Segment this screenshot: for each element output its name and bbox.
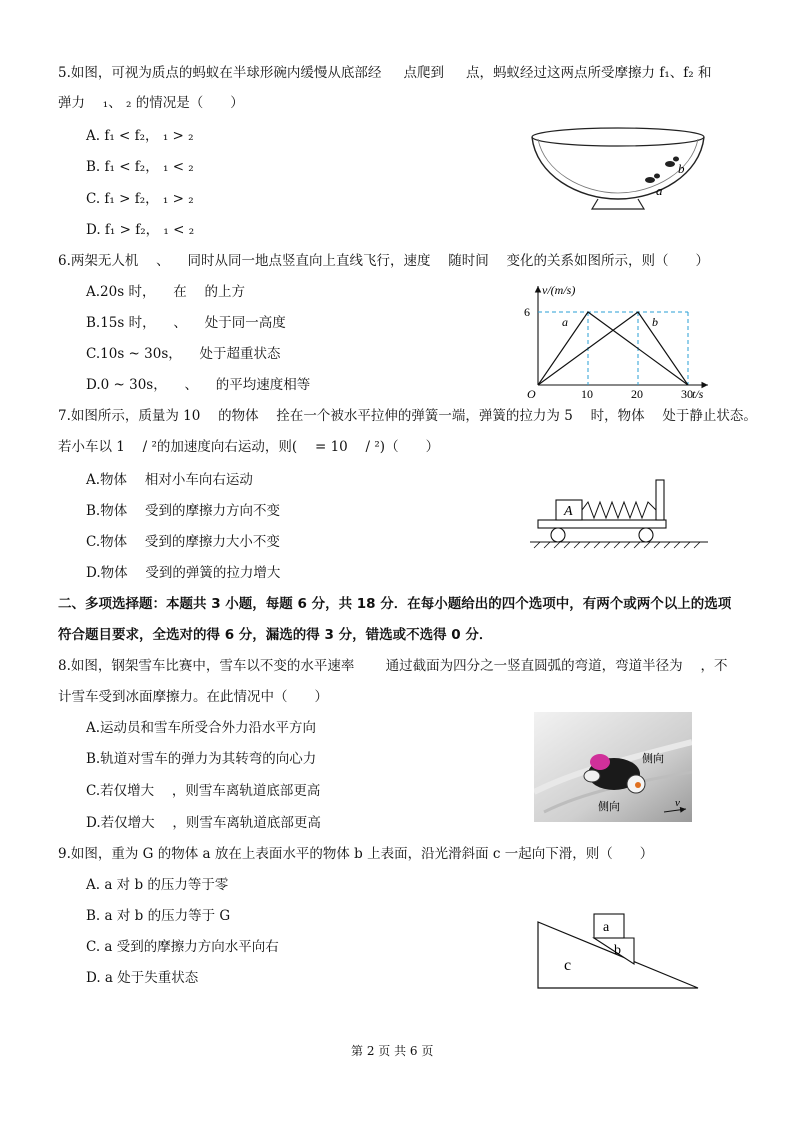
x-tick-label-30: 30 <box>681 387 693 401</box>
block-a-label: a <box>603 920 610 935</box>
q7-stem-line1: 7.如图所示，质量为 10 的物体 拴在一个被水平拉伸的弹簧一端，弹簧的拉力为 5 时，物体 处于静止状态。 <box>58 408 757 424</box>
q7-option-a: A.物体 相对小车向右运动 <box>86 472 253 488</box>
q5-option-c: C. f₁ > f₂， ₁ > ₂ <box>86 191 194 207</box>
spring <box>582 502 656 518</box>
cart-wheel-left <box>551 528 565 542</box>
x-tick-label-20: 20 <box>631 387 643 401</box>
lateral-label-top: 侧向 <box>642 753 664 765</box>
cart-spring-figure <box>528 474 710 550</box>
incline-c-label: c <box>564 957 572 974</box>
section-2-header-line1: 二、多项选择题：本题共 3 小题，每题 6 分，共 18 分．在每小题给出的四个选项中，有两个或两个以上的选项 <box>58 596 732 612</box>
page-footer: 第 2 页 共 6 页 <box>351 1044 434 1058</box>
bowl-inner <box>538 139 698 193</box>
q6-option-c: C.10s ~ 30s， 处于超重状态 <box>86 346 281 362</box>
q7-stem-line2: 若小车以 1 / ²的加速度向右运动，则( = 10 / ²)（ ） <box>58 439 440 455</box>
ground-hatch <box>534 542 700 548</box>
point-a-label: a <box>656 183 663 198</box>
block-b-label: b <box>614 943 621 958</box>
incline-figure <box>530 908 704 992</box>
y-axis-label: v/(m/s) <box>542 283 576 297</box>
cart-wall <box>656 480 664 520</box>
bowl-figure <box>528 125 708 215</box>
point-b-label: b <box>678 161 685 176</box>
q7-option-d: D.物体 受到的弹簧的拉力增大 <box>86 565 281 581</box>
skeleton-sled-photo <box>534 712 692 822</box>
q8-option-c: C.若仅增大 ，则雪车离轨道底部更高 <box>86 783 321 799</box>
q9-option-a: A. a 对 b 的压力等于零 <box>86 877 229 893</box>
bowl-rim <box>532 128 704 146</box>
q5-option-a: A. f₁ < f₂， ₁ > ₂ <box>86 128 194 144</box>
q5-option-d: D. f₁ > f₂， ₁ < ₂ <box>86 222 195 238</box>
lateral-label-bottom: 侧向 <box>598 801 620 813</box>
q8-option-b: B.轨道对雪车的弹力为其转弯的向心力 <box>86 751 317 767</box>
q6-option-b: B.15s 时， 、 处于同一高度 <box>86 315 286 331</box>
origin-label: O <box>527 387 536 401</box>
series-label-a: a <box>562 315 568 329</box>
section-2-header-line2: 符合题目要求，全选对的得 6 分，漏选的得 3 分，错选或不选得 0 分． <box>58 627 493 643</box>
q8-option-a: A.运动员和雪车所受合外力沿水平方向 <box>86 720 317 736</box>
x-tick-label-10: 10 <box>581 387 593 401</box>
velocity-time-chart <box>518 280 718 402</box>
series-line-b <box>538 312 688 385</box>
q9-option-d: D. a 处于失重状态 <box>86 970 199 986</box>
cart-wheel-right <box>639 528 653 542</box>
q8-option-d: D.若仅增大 ，则雪车离轨道底部更高 <box>86 815 321 831</box>
x-axis-label: t/s <box>692 387 704 401</box>
velocity-label: v <box>675 797 680 809</box>
ant-icon <box>645 157 679 184</box>
q5-stem-line1: 5.如图，可视为质点的蚂蚁在半球形碗内缓慢从底部经 点爬到 点，蚂蚁经过这两点所受摩擦力 f₁、f₂ 和 <box>58 65 712 81</box>
q9-option-b: B. a 对 b 的压力等于 G <box>86 908 231 924</box>
q6-stem: 6.两架无人机 、 同时从同一地点竖直向上直线飞行，速度 随时间 变化的关系如图所示，则（ ） <box>58 253 710 269</box>
block-a-label: A <box>564 504 573 519</box>
cart-body <box>538 520 666 528</box>
q8-stem-line1: 8.如图，钢架雪车比赛中，雪车以不变的水平速率 通过截面为四分之一竖直圆弧的弯道，弯道半径为 ，不 <box>58 658 728 674</box>
q6-option-d: D.0 ~ 30s， 、 的平均速度相等 <box>86 377 311 393</box>
series-line-a <box>538 312 688 385</box>
bowl-base <box>592 199 644 209</box>
q5-option-b: B. f₁ < f₂， ₁ < ₂ <box>86 159 194 175</box>
y-tick-label-6: 6 <box>524 305 530 319</box>
q7-option-c: C.物体 受到的摩擦力大小不变 <box>86 534 280 550</box>
q7-option-b: B.物体 受到的摩擦力方向不变 <box>86 503 281 519</box>
q9-option-c: C. a 受到的摩擦力方向水平向右 <box>86 939 279 955</box>
series-label-b: b <box>652 315 658 329</box>
q8-stem-line2: 计雪车受到冰面摩擦力。在此情况中（ ） <box>58 689 328 705</box>
q9-stem: 9.如图，重为 G 的物体 a 放在上表面水平的物体 b 上表面，沿光滑斜面 c 一起向下滑，则（ ） <box>58 846 654 862</box>
q6-option-a: A.20s 时， 在 的上方 <box>86 284 246 300</box>
q5-stem-line2: 弹力 ₁、 ₂ 的情况是（ ） <box>58 95 244 111</box>
